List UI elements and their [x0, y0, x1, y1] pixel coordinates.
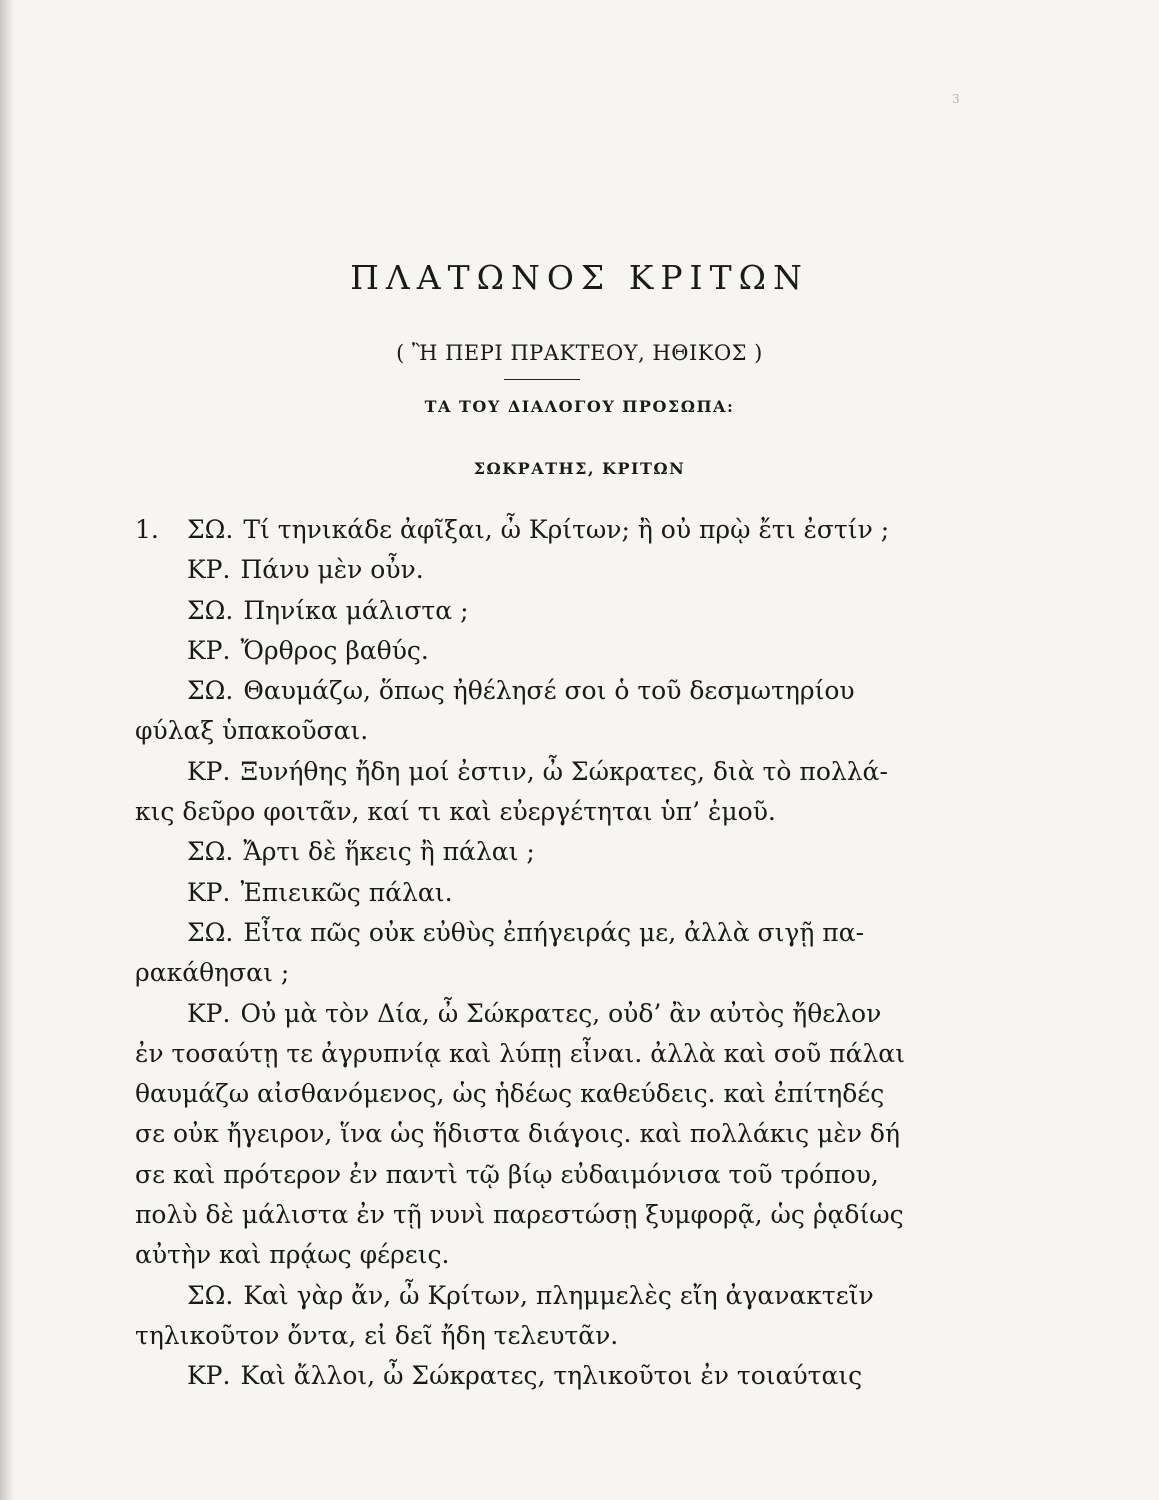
text-line [135, 1034, 979, 1074]
line-text: ρακάθησαι ; [135, 958, 290, 988]
speaker-label: ΣΩ. [187, 595, 234, 625]
line-text: φύλαξ ὑπακοῦσαι. [135, 716, 369, 746]
text-line [135, 1195, 979, 1235]
line-text: θαυμάζω αἰσθανόμενος, ὡς ἡδέως καθεύδεις. καὶ ἐπίτηδές [135, 1079, 885, 1109]
speaker-label: ΚΡ. [187, 635, 231, 665]
text-line [135, 994, 979, 1034]
line-text: Ἐπιεικῶς πάλαι. [240, 877, 453, 907]
text-line [135, 913, 979, 953]
line-text: Καὶ γὰρ ἄν, ὦ Κρίτων, πλημμελὲς εἴη ἀγανακτεῖν [243, 1280, 874, 1310]
text-line [135, 873, 979, 913]
text-line [135, 1356, 979, 1396]
page-mark: 3 [952, 92, 960, 106]
line-text: Ὄρθρος βαθύς. [240, 635, 429, 665]
line-text: Θαυμάζω, ὅπως ἠθέλησέ σοι ὁ τοῦ δεσμωτηρίου [243, 676, 855, 706]
text-line [135, 953, 979, 993]
line-text: Οὐ μὰ τὸν Δία, ὦ Σώκρατες, οὐδ’ ἂν αὐτὸς ἤθελον [240, 998, 882, 1028]
line-text: σε οὐκ ἤγειρον, ἵνα ὡς ἥδιστα διάγοις. καὶ πολλάκις μὲν δή [135, 1119, 900, 1149]
speaker-label: ΚΡ. [187, 555, 231, 585]
speaker-label: ΣΩ. [187, 1280, 234, 1310]
line-text: Καὶ ἄλλοι, ὦ Σώκρατες, τηλικοῦτοι ἐν τοιαύταις [240, 1361, 863, 1391]
line-text: τηλικοῦτον ὄντα, εἰ δεῖ ἤδη τελευτᾶν. [135, 1320, 619, 1350]
page-title: ΠΛΑΤΩΝΟΣ ΚΡΙΤΩΝ [350, 258, 809, 297]
text-line [135, 1316, 979, 1356]
speaker-label: ΣΩ. [187, 917, 234, 947]
text-line [135, 510, 979, 550]
line-text: αὐτὴν καὶ πρᾴως φέρεις. [135, 1240, 450, 1270]
text-line [135, 792, 979, 832]
speaker-label: ΣΩ. [187, 837, 234, 867]
text-line [135, 1276, 979, 1316]
line-text: Πάνυ μὲν οὖν. [240, 555, 424, 585]
line-text: Εἶτα πῶς οὐκ εὐθὺς ἐπήγειράς με, ἀλλὰ σιγῇ πα- [243, 917, 865, 947]
text-line [135, 550, 979, 590]
page-subtitle: ( Ἢ ΠΕΡΙ ΠΡΑΚΤΕΟΥ, ΗΘΙΚΟΣ ) [396, 341, 763, 365]
text-line [135, 1155, 979, 1195]
text-line [135, 631, 979, 671]
persons-names: ΣΩΚΡΑΤΗΣ, ΚΡΙΤΩΝ [473, 459, 686, 478]
text-line [135, 1114, 979, 1154]
text-line [135, 752, 979, 792]
text-line [135, 832, 979, 872]
text-line [135, 591, 979, 631]
speaker-label: ΣΩ. [187, 676, 234, 706]
persons-heading: ΤΑ ΤΟΥ ΔΙΑΛΟΓΟΥ ΠΡΟΣΩΠΑ: [424, 397, 735, 416]
line-text: σε καὶ πρότερον ἐν παντὶ τῷ βίῳ εὐδαιμόνισα τοῦ τρόπου, [135, 1159, 879, 1189]
text-line [135, 1235, 979, 1275]
speaker-label: ΚΡ. [187, 998, 231, 1028]
line-text: Πηνίκα μάλιστα ; [243, 595, 469, 625]
line-text: ἐν τοσαύτῃ τε ἀγρυπνίᾳ καὶ λύπῃ εἶναι. ἀλλὰ καὶ σοῦ πάλαι [135, 1038, 905, 1068]
line-text: πολὺ δὲ μάλιστα ἐν τῇ νυνὶ παρεστώσῃ ξυμφορᾷ, ὡς ῥᾳδίως [135, 1200, 904, 1230]
speaker-label: ΚΡ. [187, 877, 231, 907]
speaker-label: ΣΩ. [187, 515, 234, 544]
speaker-label: ΚΡ. [187, 756, 231, 786]
text-line [135, 1074, 979, 1114]
text-line [135, 711, 979, 751]
line-text: κις δεῦρο φοιτᾶν, καί τι καὶ εὐεργέτηται ὑπ’ ἐμοῦ. [135, 797, 776, 827]
line-text: Τί τηνικάδε ἀφῖξαι, ὦ Κρίτων; ἢ οὐ πρῲ ἔτι ἐστίν ; [243, 515, 890, 544]
page-edge-shadow [0, 0, 14, 1500]
speaker-label: ΚΡ. [187, 1361, 231, 1391]
text-line [135, 671, 979, 711]
line-text: Ἄρτι δὲ ἥκεις ἢ πάλαι ; [243, 837, 535, 867]
title-divider [504, 379, 580, 380]
section-number: 1. [135, 515, 159, 544]
dialogue-text [135, 510, 979, 1397]
line-text: Ξυνήθης ἤδη μοί ἐστιν, ὦ Σώκρατες, διὰ τὸ πολλά- [240, 756, 888, 786]
